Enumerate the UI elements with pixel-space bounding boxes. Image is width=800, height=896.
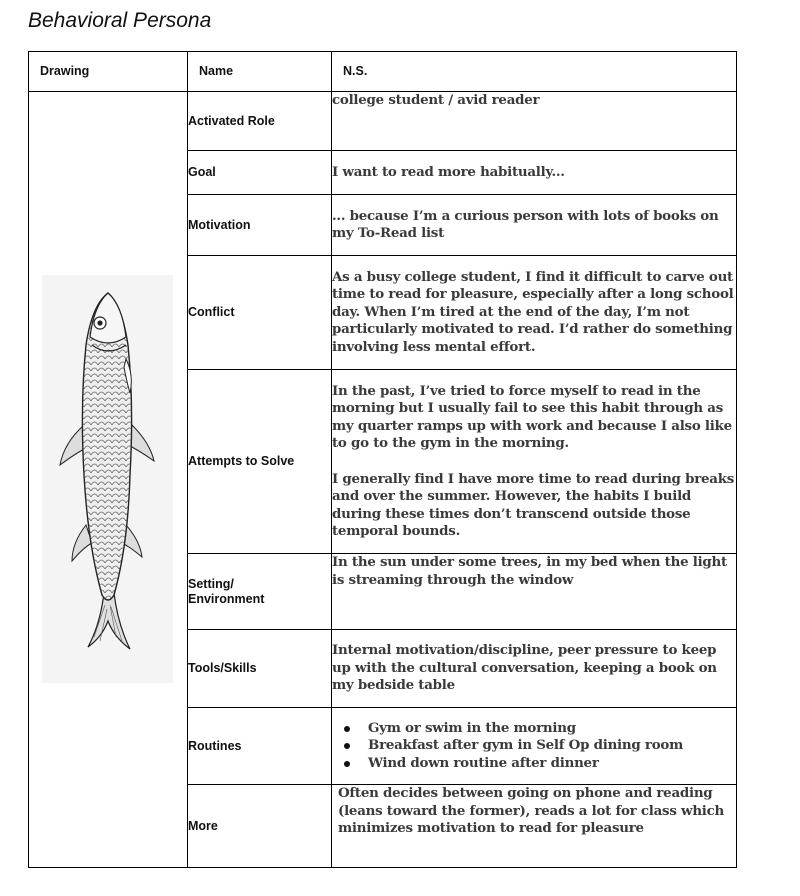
label-setting-line2: Environment — [188, 591, 265, 606]
drawing-cell — [29, 92, 188, 868]
value-attempts — [332, 370, 737, 554]
value-tools: Internal motivation/discipline, peer pressure to keep up with the cultural conversation, keeping a book on my bedside table — [332, 630, 737, 708]
attempts-paragraph-1: In the past, I’ve tried to force myself to read in the morning but I usually fail to see this habit through as my quarter ramps up with work and because I also like to go to the gym in the morning. — [332, 382, 732, 451]
label-goal: Goal — [188, 151, 332, 195]
value-activated-role: college student / avid reader — [332, 92, 737, 151]
value-setting: In the sun under some trees, in my bed when the light is streaming through the window — [332, 554, 737, 630]
value-goal: I want to read more habitually... — [332, 151, 737, 195]
header-persona-name: N.S. — [332, 52, 737, 92]
header-name: Name — [188, 52, 332, 92]
row-activated-role — [29, 92, 737, 151]
label-activated-role: Activated Role — [188, 92, 332, 151]
routine-item: Gym or swim in the morning — [368, 720, 736, 738]
routine-item: Wind down routine after dinner — [368, 755, 736, 773]
fish-icon — [42, 275, 173, 683]
value-routines — [332, 708, 737, 785]
label-motivation: Motivation — [188, 195, 332, 256]
routines-list — [332, 720, 736, 773]
label-more: More — [188, 785, 332, 868]
header-row — [29, 52, 737, 92]
value-more: Often decides between going on phone and reading (leans toward the former), reads a lot for class which minimizes motivation to read for pleasure — [332, 785, 737, 868]
label-setting-line1: Setting/ — [188, 576, 234, 591]
page-title: Behavioral Persona — [28, 9, 212, 32]
routine-item: Breakfast after gym in Self Op dining room — [368, 737, 736, 755]
value-conflict: As a busy college student, I find it difficult to carve out time to read for pleasure, especially after a long school day. When I’m tired at the end of the day, I’m not particularly motivated to read. I’d rather do something involving less mental effort. — [332, 256, 737, 370]
header-drawing: Drawing — [29, 52, 188, 92]
label-tools: Tools/Skills — [188, 630, 332, 708]
label-routines: Routines — [188, 708, 332, 785]
persona-table — [28, 51, 737, 868]
attempts-paragraph-2: I generally find I have more time to read during breaks and over the summer. However, the habits I build during these times don’t transcend outside those temporal bounds. — [332, 470, 735, 539]
value-motivation: ... because I’m a curious person with lots of books on my To-Read list — [332, 195, 737, 256]
label-attempts: Attempts to Solve — [188, 370, 332, 554]
label-conflict: Conflict — [188, 256, 332, 370]
fish-drawing — [42, 275, 173, 683]
label-setting — [188, 554, 332, 630]
